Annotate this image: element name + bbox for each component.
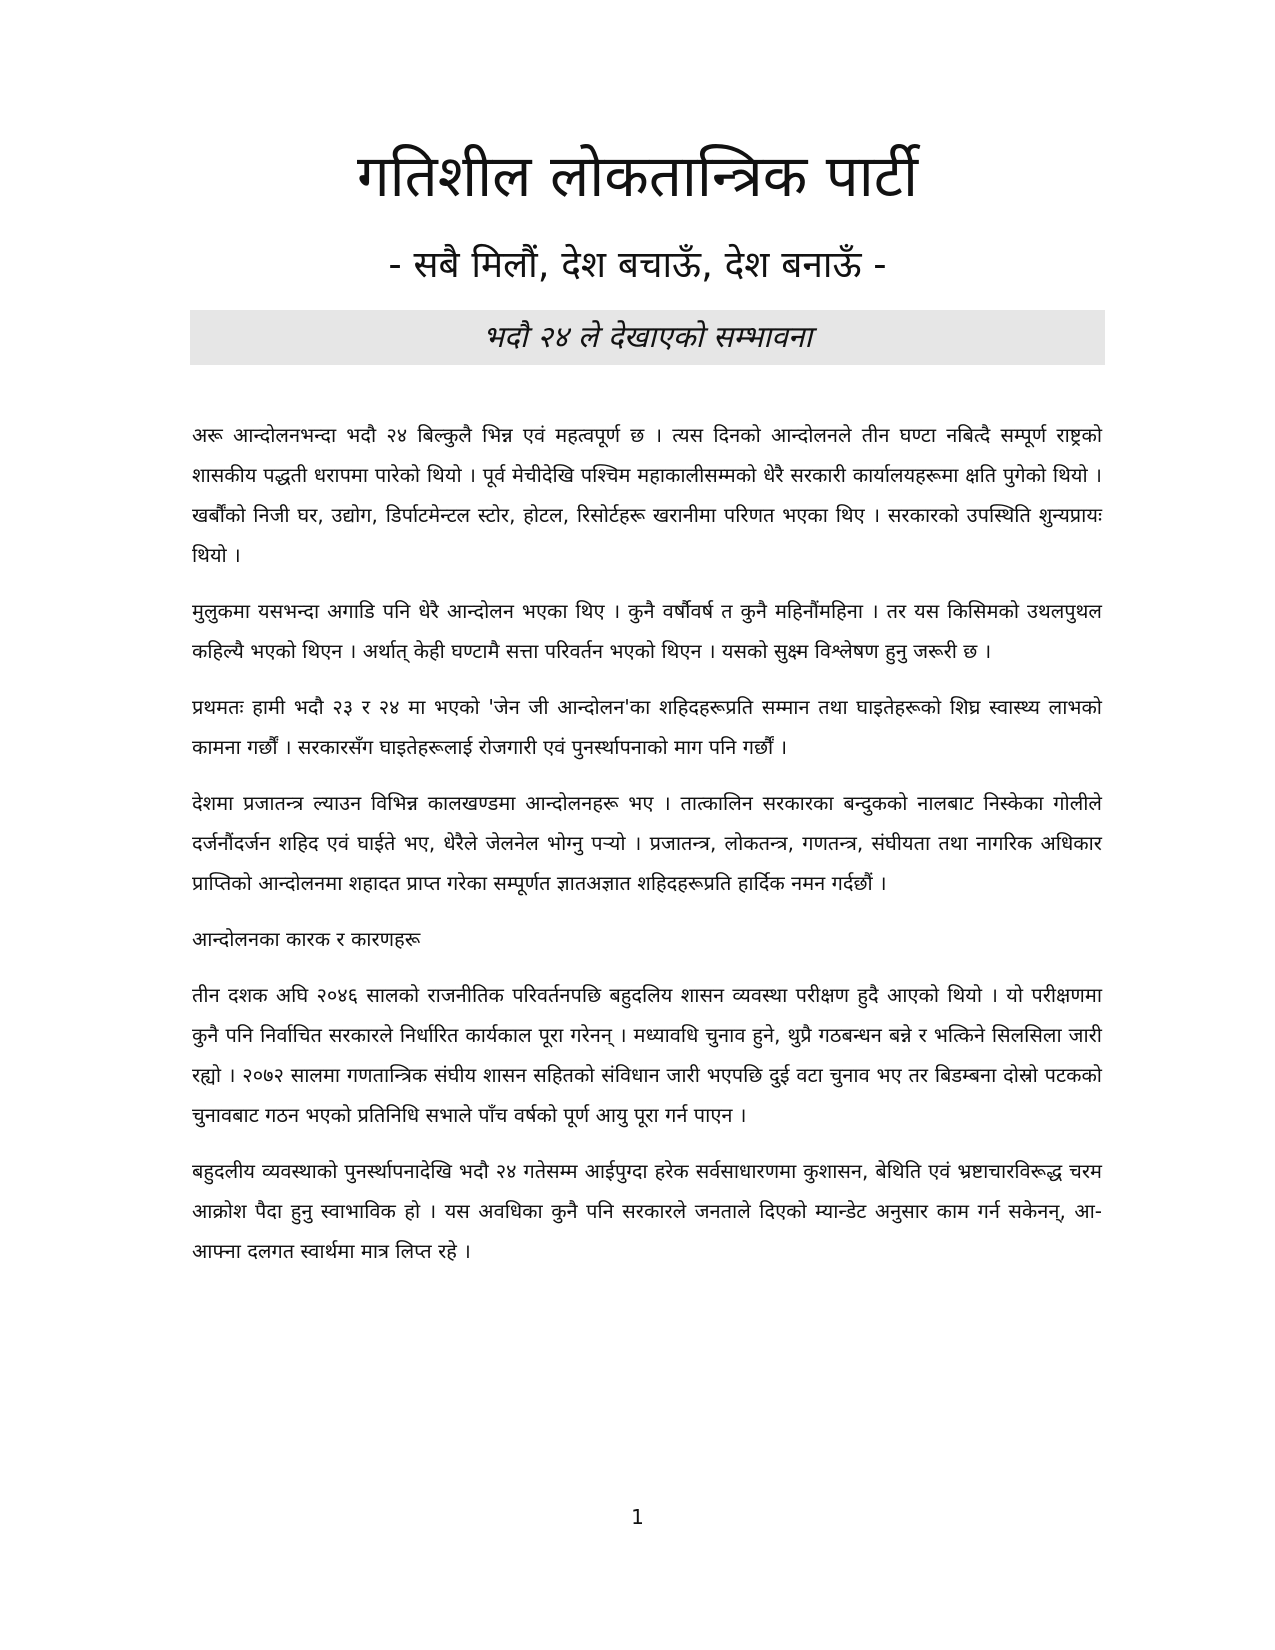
paragraph: बहुदलीय व्यवस्थाको पुनर्स्थापनादेखि भदौ २४ गतेसम्म आईपुग्दा हरेक सर्वसाधारणमा कुशासन, बेथिति एवं भ्रष्टाचारविरूद्ध चरम आक्रोश पैदा हुनु स्वाभाविक हो । यस अवधिका कुनै पनि सरकारले जनताले दिएको म्यान्डेट अनुसार काम गर्न सकेनन्, आ-आफ्ना दलगत स्वार्थमा मात्र लिप्त रहे । [192, 1159, 1102, 1263]
paragraph: मुलुकमा यसभन्दा अगाडि पनि धेरै आन्दोलन भएका थिए । कुनै वर्षौवर्ष त कुनै महिनौंमहिना । तर यस किसिमको उथलपुथल कहिल्यै भएको थिएन । अर्थात् केही घण्टामै सत्ता परिवर्तन भएको थिएन । यसको सुक्ष्म विश्लेषण हुनु जरूरी छ । [192, 599, 1102, 663]
page-number: 1 [631, 1505, 644, 1529]
party-slogan: - सबै मिलौं, देश बचाऊँ, देश बनाऊँ - [388, 243, 887, 286]
paragraph: प्रथमतः हामी भदौ २३ र २४ मा भएको 'जेन जी आन्दोलन'का शहिदहरूप्रति सम्मान तथा घाइतेहरूको शिघ्र स्वास्थ्य लाभको कामना गर्छौं । सरकारसँग घाइतेहरूलाई रोजगारी एवं पुनर्स्थापनाको माग पनि गर्छौं । [192, 695, 1102, 759]
article-subtitle: भदौ २४ ले देखाएको सम्भावना [190, 310, 1105, 365]
paragraph: अरू आन्दोलनभन्दा भदौ २४ बिल्कुलै भिन्न एवं महत्वपूर्ण छ । त्यस दिनको आन्दोलनले तीन घण्टा नबित्दै सम्पूर्ण राष्ट्रको शासकीय पद्धती धरापमा पारेको थियो । पूर्व मेचीदेखि पश्चिम महाकालीसम्मको धेरै सरकारी कार्यालयहरूमा क्षति पुगेको थियो । खर्बौंको निजी घर, उद्योग, डिर्पाटमेन्टल स्टोर, होटल, रिसोर्टहरू खरानीमा परिणत भएका थिए । सरकारको उपस्थिति शुन्यप्रायः थियो । [192, 423, 1102, 567]
paragraph: तीन दशक अघि २०४६ सालको राजनीतिक परिवर्तनपछि बहुदलिय शासन व्यवस्था परीक्षण हुदै आएको थियो । यो परीक्षणमा कुनै पनि निर्वाचित सरकारले निर्धारित कार्यकाल पूरा गरेनन् । मध्यावधि चुनाव हुने, थुप्रै गठबन्धन बन्ने र भत्किने सिलसिला जारी रह्यो । २०७२ सालमा गणतान्त्रिक संघीय शासन सहितको संविधान जारी भएपछि दुई वटा चुनाव भए तर बिडम्बना दोस्रो पटकको चुनावबाट गठन भएको प्रतिनिधि सभाले पाँच वर्षको पूर्ण आयु पूरा गर्न पाएन । [192, 983, 1102, 1127]
party-title: गतिशील लोकतान्त्रिक पार्टी [356, 142, 919, 210]
paragraph: देशमा प्रजातन्त्र ल्याउन विभिन्न कालखण्डमा आन्दोलनहरू भए । तात्कालिन सरकारका बन्दुकको नालबाट निस्केका गोलीले दर्जनौंदर्जन शहिद एवं घाईते भए, धेरैले जेलनेल भोग्नु पर्‍यो । प्रजातन्त्र, लोकतन्त्र, गणतन्त्र, संघीयता तथा नागरिक अधिकार प्राप्तिको आन्दोलनमा शहादत प्राप्त गरेका सम्पूर्णत ज्ञातअज्ञात शहिदहरूप्रति हार्दिक नमन गर्दछौं । [192, 791, 1102, 895]
article-body [192, 415, 1102, 1287]
section-heading: आन्दोलनका कारक र कारणहरू [192, 927, 421, 951]
